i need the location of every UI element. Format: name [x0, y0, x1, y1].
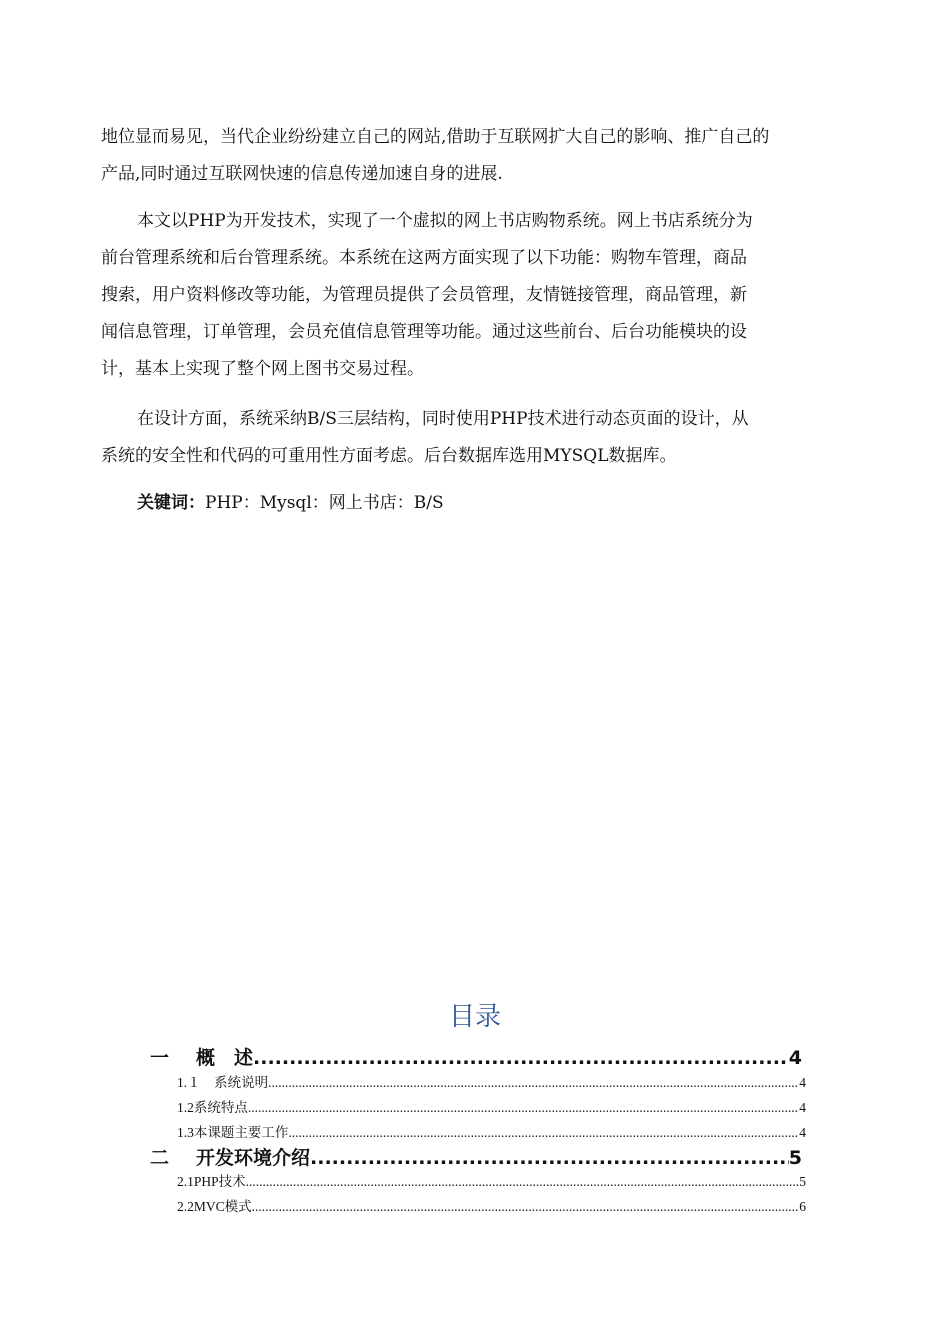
toc-entry-chapter-2[interactable] [150, 1143, 802, 1170]
toc-entry-number: 2.1 [177, 1174, 194, 1189]
intro-paragraph-continued [101, 119, 861, 193]
toc-dot-leader [288, 1125, 799, 1141]
keywords-text: PHP：Mysql：网上书店：B/S [205, 493, 444, 513]
paragraph-line: 前台管理系统和后台管理系统。本系统在这两方面实现了以下功能：购物车管理，商品 [101, 248, 747, 268]
toc-dot-leader [248, 1100, 799, 1116]
toc-entry-number: 1.3 [177, 1125, 194, 1140]
toc-entry-number: 一 [150, 1047, 170, 1069]
toc-dot-leader [252, 1199, 800, 1215]
toc-entry-chapter-1[interactable] [150, 1043, 802, 1070]
paragraph-line: 闻信息管理，订单管理，会员充值信息管理等功能。通过这些前台、后台功能模块的设 [101, 322, 747, 342]
toc-entry-page: 5 [788, 1147, 802, 1169]
abstract-paragraph-function [101, 203, 861, 388]
toc-entry-title: 系统特点 [193, 1100, 248, 1115]
toc-entry-number: 1.１ [177, 1075, 201, 1090]
toc-entry-number: 1.2 [177, 1100, 194, 1115]
paragraph-line: 计，基本上实现了整个网上图书交易过程。 [101, 359, 424, 379]
toc-entry-title: 开发环境介绍 [196, 1147, 311, 1169]
toc-entry-1-2[interactable] [177, 1096, 806, 1116]
toc-entry-page: 4 [799, 1075, 806, 1090]
toc-entry-title: 系统说明 [200, 1075, 269, 1090]
toc-entry-page: 4 [799, 1125, 806, 1140]
paragraph-line: 搜索，用户资料修改等功能，为管理员提供了会员管理，友情链接管理，商品管理，新 [101, 285, 747, 305]
toc-entry-page: 4 [788, 1047, 802, 1069]
toc-entry-1-1[interactable] [177, 1071, 806, 1091]
paragraph-line: 地位显而易见，当代企业纷纷建立自己的网站,借助于互联网扩大自己的影响、推广自己的 [101, 127, 770, 147]
paragraph-line: 本文以PHP为开发技术，实现了一个虚拟的网上书店购物系统。网上书店系统分为 [137, 211, 753, 231]
toc-entry-number: 2.2 [177, 1199, 194, 1214]
toc-dot-leader [268, 1075, 799, 1091]
toc-dot-leader [253, 1047, 789, 1069]
keywords-label: 关键词： [137, 493, 205, 513]
toc-entry-1-3[interactable] [177, 1121, 806, 1141]
toc-entry-title: 概 述 [196, 1047, 254, 1069]
paragraph-line: 系统的安全性和代码的可重用性方面考虑。后台数据库选用MYSQL数据库。 [101, 446, 677, 466]
keywords-line [137, 485, 444, 522]
toc-entry-page: 5 [799, 1174, 806, 1189]
abstract-paragraph-design [101, 401, 861, 475]
paragraph-line: 产品,同时通过互联网快速的信息传递加速自身的进展. [101, 164, 503, 184]
toc-entry-2-1[interactable] [177, 1170, 806, 1190]
toc-entry-number: 二 [150, 1147, 170, 1169]
toc-entry-2-2[interactable] [177, 1195, 806, 1215]
toc-title: 目录 [448, 1002, 501, 1032]
toc-entry-page: 4 [799, 1100, 806, 1115]
paragraph-line: 在设计方面，系统采纳B/S三层结构，同时使用PHP技术进行动态页面的设计，从 [137, 409, 749, 429]
toc-entry-page: 6 [799, 1199, 806, 1214]
toc-entry-title: 本课题主要工作 [193, 1125, 289, 1140]
toc-dot-leader [310, 1147, 789, 1169]
toc-entry-title: MVC模式 [193, 1199, 252, 1214]
toc-dot-leader [246, 1174, 800, 1190]
toc-entry-title: PHP技术 [193, 1174, 246, 1189]
